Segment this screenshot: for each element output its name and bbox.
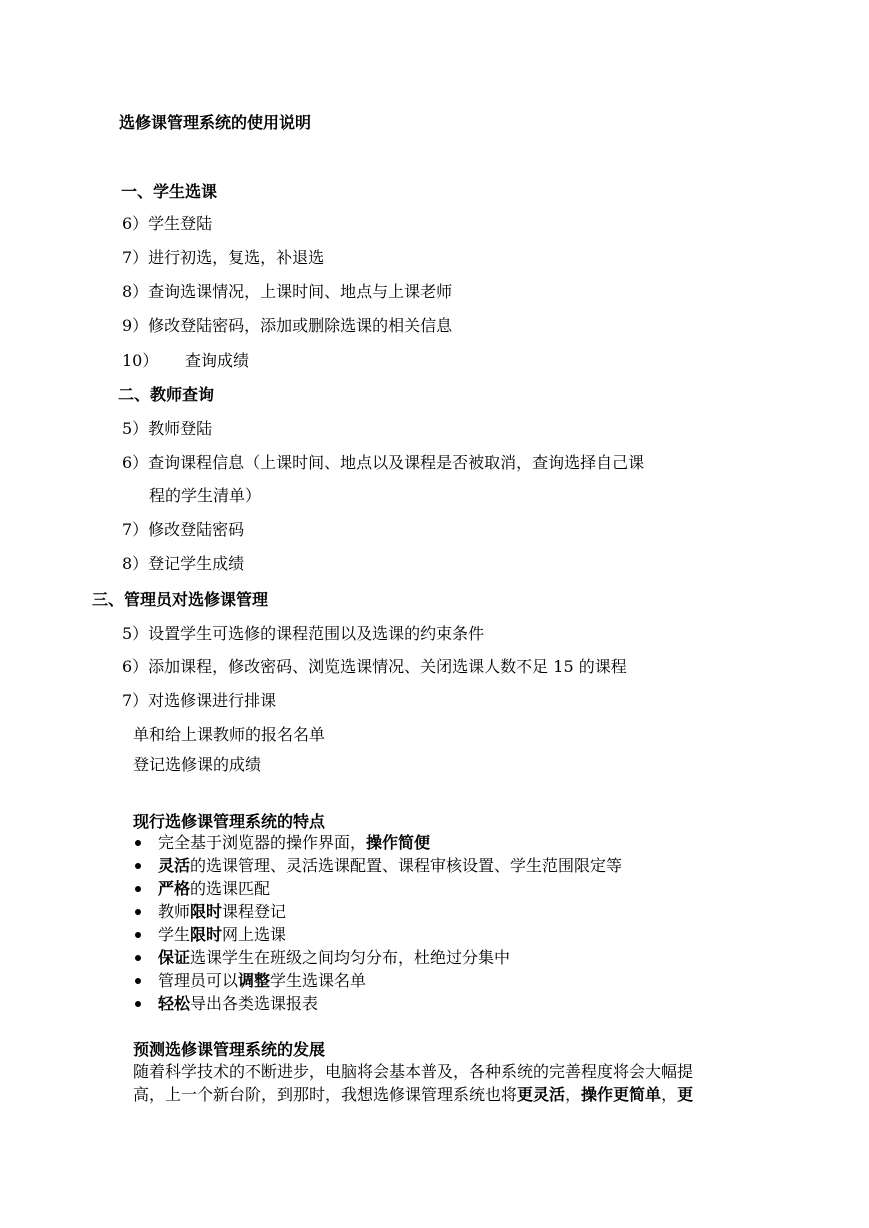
- list-item: 6）添加课程，修改密码、浏览选课情况、关闭选课人数不足 15 的课程: [122, 657, 627, 676]
- list-item: 7）对选修课进行排课: [122, 691, 277, 710]
- list-item: 6）查询课程信息（上课时间、地点以及课程是否被取消，查询选择自己课: [122, 453, 645, 472]
- future-emphasis: 更灵活: [517, 1085, 566, 1104]
- feature-text: 的选课管理、灵活选课配置、课程审核设置、学生范围限定等: [190, 856, 623, 875]
- doc-title: 选修课管理系统的使用说明: [119, 113, 312, 132]
- list-item: [133, 994, 622, 1017]
- feature-emphasis: 保证: [158, 948, 191, 967]
- feature-text: 导出各类选课报表: [190, 994, 319, 1013]
- feature-emphasis: 操作简便: [366, 833, 431, 852]
- list-item: [133, 971, 622, 994]
- list-item: 6）学生登陆: [122, 214, 213, 233]
- list-item: 5）设置学生可选修的课程范围以及选课的约束条件: [122, 624, 485, 643]
- list-item: [133, 902, 622, 925]
- future-heading: 预测选修课管理系统的发展: [133, 1040, 326, 1059]
- list-item: [133, 833, 622, 856]
- future-emphasis: 更: [677, 1085, 694, 1104]
- future-paragraph-line: 随着科学技术的不断进步，电脑将会基本普及，各种系统的完善程度将会大幅提: [133, 1062, 694, 1081]
- future-text: 高，上一个新台阶，到那时，我想选修课管理系统也将: [133, 1085, 518, 1104]
- feature-text: 的选课匹配: [190, 879, 271, 898]
- feature-emphasis: 严格: [158, 879, 191, 898]
- list-item: 7）进行初选，复选，补退选: [122, 248, 325, 267]
- list-item: 登记选修课的成绩: [133, 755, 262, 774]
- future-text: ，: [565, 1085, 582, 1104]
- list-item: [133, 948, 622, 971]
- feature-text: 管理员可以: [158, 971, 239, 990]
- bullet-icon: [135, 978, 141, 984]
- bullet-icon: [135, 909, 141, 915]
- list-item-continuation: 程的学生清单）: [149, 486, 262, 505]
- future-text: ，: [661, 1085, 678, 1104]
- list-item: 7）修改登陆密码: [122, 520, 245, 539]
- feature-text: 完全基于浏览器的操作界面，: [158, 833, 367, 852]
- feature-text: 教师: [158, 902, 191, 921]
- list-item: [133, 879, 622, 902]
- feature-emphasis: 限时: [190, 925, 223, 944]
- features-list: [133, 833, 622, 1017]
- bullet-icon: [135, 886, 141, 892]
- list-item: 查询成绩: [185, 351, 250, 370]
- section-heading-admin: 三、管理员对选修课管理: [92, 590, 269, 609]
- list-item: 8）查询选课情况，上课时间、地点与上课老师: [122, 282, 453, 301]
- bullet-icon: [135, 932, 141, 938]
- bullet-icon: [135, 840, 141, 846]
- list-item: 单和给上课教师的报名名单: [133, 725, 326, 744]
- future-paragraph-line: [133, 1085, 693, 1105]
- list-item: 9）修改登陆密码，添加或删除选课的相关信息: [122, 316, 453, 335]
- feature-emphasis: 轻松: [158, 994, 191, 1013]
- feature-emphasis: 灵活: [158, 856, 191, 875]
- feature-text: 学生选课名单: [270, 971, 367, 990]
- feature-text: 课程登记: [222, 902, 287, 921]
- list-item: [133, 856, 622, 879]
- section-heading-student: 一、学生选课: [121, 182, 218, 201]
- feature-text: 网上选课: [222, 925, 287, 944]
- bullet-icon: [135, 863, 141, 869]
- feature-emphasis: 调整: [238, 971, 271, 990]
- bullet-icon: [135, 955, 141, 961]
- list-item: 5）教师登陆: [122, 419, 213, 438]
- feature-emphasis: 限时: [190, 902, 223, 921]
- list-item-number: 10）: [122, 351, 159, 370]
- list-item: 8）登记学生成绩: [122, 554, 245, 573]
- section-heading-teacher: 二、教师查询: [118, 385, 215, 404]
- future-emphasis: 操作更简单: [581, 1085, 662, 1104]
- bullet-icon: [135, 1001, 141, 1007]
- feature-text: 学生: [158, 925, 191, 944]
- list-item: [133, 925, 622, 948]
- feature-text: 选课学生在班级之间均匀分布，杜绝过分集中: [190, 948, 511, 967]
- features-heading: 现行选修课管理系统的特点: [133, 812, 326, 831]
